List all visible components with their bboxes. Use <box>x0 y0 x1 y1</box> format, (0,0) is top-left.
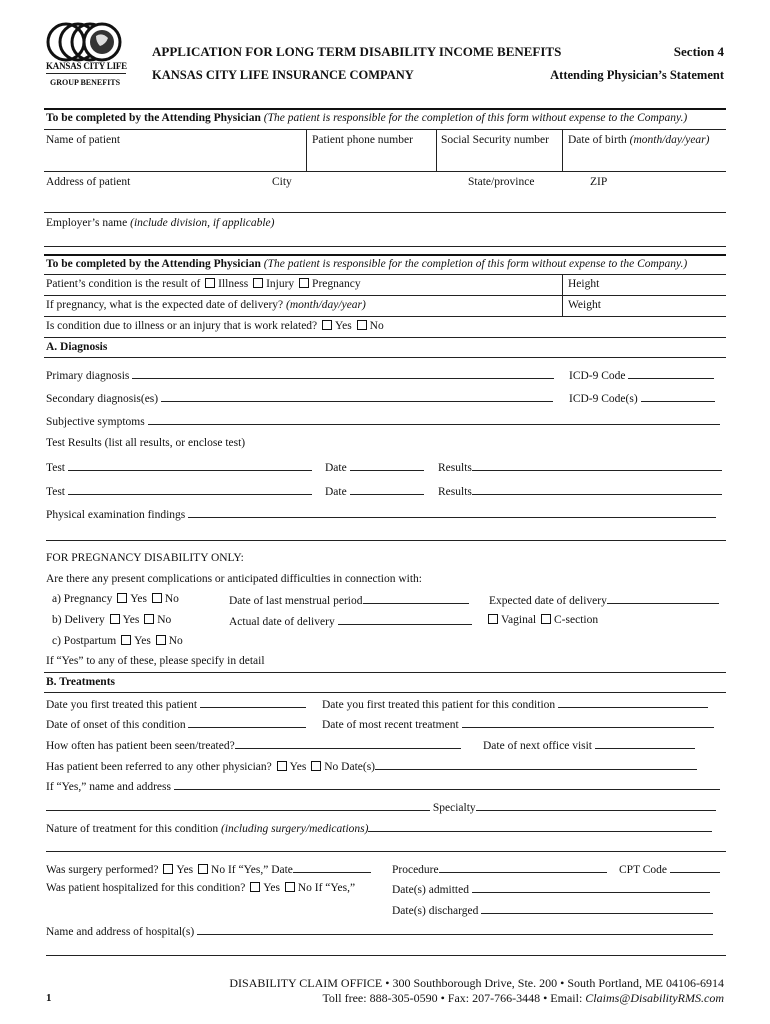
dob-label: Date of birth (month/day/year) <box>568 134 710 146</box>
surgery-row: Was surgery performed? Yes No If “Yes,” Date <box>46 862 371 876</box>
discharged-field[interactable] <box>481 903 713 914</box>
how-often-field[interactable] <box>235 738 461 749</box>
pregnancy-checkbox[interactable] <box>299 278 309 288</box>
specialty-field[interactable] <box>476 800 716 811</box>
nature-field[interactable] <box>368 821 712 832</box>
work-related-yes-checkbox[interactable] <box>322 320 332 330</box>
vaginal-checkbox[interactable] <box>488 614 498 624</box>
claim-office-address: DISABILITY CLAIM OFFICE • 300 Southborough Drive, Ste. 200 • South Portland, ME 04106-6914 <box>229 976 724 990</box>
pregnancy-only-label: FOR PREGNANCY DISABILITY ONLY: <box>46 552 244 564</box>
nature-line-2[interactable] <box>46 851 726 852</box>
subjective-field[interactable] <box>148 414 720 425</box>
delivery-yes-checkbox[interactable] <box>110 614 120 624</box>
expected-delivery-field[interactable] <box>607 593 719 604</box>
test-results-field-2[interactable] <box>472 484 722 495</box>
actual-delivery-field[interactable] <box>338 614 472 625</box>
referred-dates-field[interactable] <box>375 759 697 770</box>
next-visit-field[interactable] <box>595 738 695 749</box>
physical-exam-row: Physical examination findings <box>46 507 716 521</box>
company-name: KANSAS CITY LIFE INSURANCE COMPANY <box>152 68 414 82</box>
test-row-2: Test <box>46 484 312 498</box>
pregnancy-no-checkbox[interactable] <box>152 593 162 603</box>
test-field-1[interactable] <box>68 460 312 471</box>
form-title: APPLICATION FOR LONG TERM DISABILITY INCOME BENEFITS <box>152 44 562 59</box>
hospital-row: Name and address of hospital(s) <box>46 924 713 938</box>
recent-treatment-field[interactable] <box>462 717 714 728</box>
hospitalized-row: Was patient hospitalized for this condition? Yes No If “Yes,” <box>46 882 356 894</box>
postpartum-yes-checkbox[interactable] <box>121 635 131 645</box>
onset-row: Date of onset of this condition <box>46 717 306 731</box>
subjective-row: Subjective symptoms <box>46 414 720 428</box>
admitted-field[interactable] <box>472 882 710 893</box>
referred-no-checkbox[interactable] <box>311 761 321 771</box>
secondary-diagnosis-field[interactable] <box>161 391 553 402</box>
address-label: Address of patient <box>46 176 131 188</box>
logo-text: KANSAS CITY LIFE <box>46 61 127 71</box>
test-date-field-1[interactable] <box>350 460 424 471</box>
page-number: 1 <box>46 992 52 1004</box>
icd9-row: ICD-9 Code <box>569 368 714 382</box>
part2-intro: To be completed by the Attending Physician (The patient is responsible for the completion of this form without expense to the Company.) <box>46 258 688 270</box>
csection-checkbox[interactable] <box>541 614 551 624</box>
first-treated-row: Date you first treated this patient <box>46 697 306 711</box>
pregnancy-complication-row: a) Pregnancy Yes No <box>52 593 179 605</box>
how-often-row: How often has patient been seen/treated? <box>46 738 461 752</box>
cpt-field[interactable] <box>670 862 720 873</box>
first-treated-field[interactable] <box>200 697 306 708</box>
pregnancy-yes-checkbox[interactable] <box>117 593 127 603</box>
delivery-complication-row: b) Delivery Yes No <box>52 614 172 626</box>
delivery-no-checkbox[interactable] <box>144 614 154 624</box>
section-name: Attending Physician’s Statement <box>550 68 724 82</box>
diagnosis-heading: A. Diagnosis <box>46 341 108 353</box>
postpartum-complication-row: c) Postpartum Yes No <box>52 635 183 647</box>
surgery-date-field[interactable] <box>293 862 371 873</box>
section-number: Section 4 <box>673 44 724 59</box>
height-label: Height <box>568 278 600 290</box>
nature-row: Nature of treatment for this condition (including surgery/medications) <box>46 821 712 835</box>
hospital-field[interactable] <box>197 924 713 935</box>
icd9-field[interactable] <box>628 368 714 379</box>
treatments-heading: B. Treatments <box>46 676 115 688</box>
complications-label: Are there any present complications or anticipated difficulties in connection with: <box>46 573 422 585</box>
specialty-row: Specialty <box>46 800 716 814</box>
referred-yes-checkbox[interactable] <box>277 761 287 771</box>
referred-row: Has patient been referred to any other physician? Yes No Date(s) <box>46 759 697 773</box>
state-label: State/province <box>468 176 535 188</box>
primary-diagnosis-field[interactable] <box>132 368 554 379</box>
condition-result-row: Patient’s condition is the result of Illness Injury Pregnancy <box>46 278 361 290</box>
specify-detail-label: If “Yes” to any of these, please specify in detail <box>46 655 265 667</box>
onset-field[interactable] <box>188 717 306 728</box>
hospitalized-no-checkbox[interactable] <box>285 882 295 892</box>
test-row-1: Test <box>46 460 312 474</box>
name-of-patient-label: Name of patient <box>46 134 121 146</box>
test-field-2[interactable] <box>68 484 312 495</box>
injury-checkbox[interactable] <box>253 278 263 288</box>
pregnancy-delivery-question: If pregnancy, what is the expected date of delivery? (month/day/year) <box>46 299 366 311</box>
illness-checkbox[interactable] <box>205 278 215 288</box>
email-link[interactable]: Claims@DisabilityRMS.com <box>585 991 724 1005</box>
weight-label: Weight <box>568 299 601 311</box>
test-results-field-1[interactable] <box>472 460 722 471</box>
hospital-line-2[interactable] <box>46 955 726 956</box>
zip-label: ZIP <box>590 176 608 188</box>
work-related-no-checkbox[interactable] <box>357 320 367 330</box>
logo-mark-icon <box>44 20 144 66</box>
referred-name-address-field-2[interactable] <box>46 800 430 811</box>
procedure-field[interactable] <box>439 862 607 873</box>
test-date-field-2[interactable] <box>350 484 424 495</box>
icd9s-field[interactable] <box>641 391 715 402</box>
part1-intro: To be completed by the Attending Physician (The patient is responsible for the completion of this form without expense to the Company.) <box>46 112 688 124</box>
surgery-yes-checkbox[interactable] <box>163 864 173 874</box>
employer-label: Employer’s name (include division, if applicable) <box>46 217 275 229</box>
first-treated-condition-field[interactable] <box>558 697 708 708</box>
icd9s-row: ICD-9 Code(s) <box>569 391 715 405</box>
physical-exam-line-2[interactable] <box>46 540 726 541</box>
surgery-no-checkbox[interactable] <box>198 864 208 874</box>
work-related-row: Is condition due to illness or an injury that is work related? Yes No <box>46 320 384 332</box>
secondary-diagnosis-row: Secondary diagnosis(es) <box>46 391 553 405</box>
company-logo <box>44 20 144 90</box>
lmp-field[interactable] <box>363 593 469 604</box>
physical-exam-field[interactable] <box>188 507 716 518</box>
logo-subtext: GROUP BENEFITS <box>50 78 121 87</box>
city-label: City <box>272 176 292 188</box>
contact-line: Toll free: 888-305-0590 • Fax: 207-766-3448 • Email: Claims@DisabilityRMS.com <box>322 991 724 1005</box>
primary-diagnosis-row: Primary diagnosis <box>46 368 554 382</box>
referred-name-address-field[interactable] <box>174 779 720 790</box>
ssn-label: Social Security number <box>441 134 549 146</box>
postpartum-no-checkbox[interactable] <box>156 635 166 645</box>
test-results-label: Test Results (list all results, or enclose test) <box>46 437 246 449</box>
if-yes-name-row: If “Yes,” name and address <box>46 779 720 793</box>
patient-phone-label: Patient phone number <box>312 134 413 146</box>
hospitalized-yes-checkbox[interactable] <box>250 882 260 892</box>
